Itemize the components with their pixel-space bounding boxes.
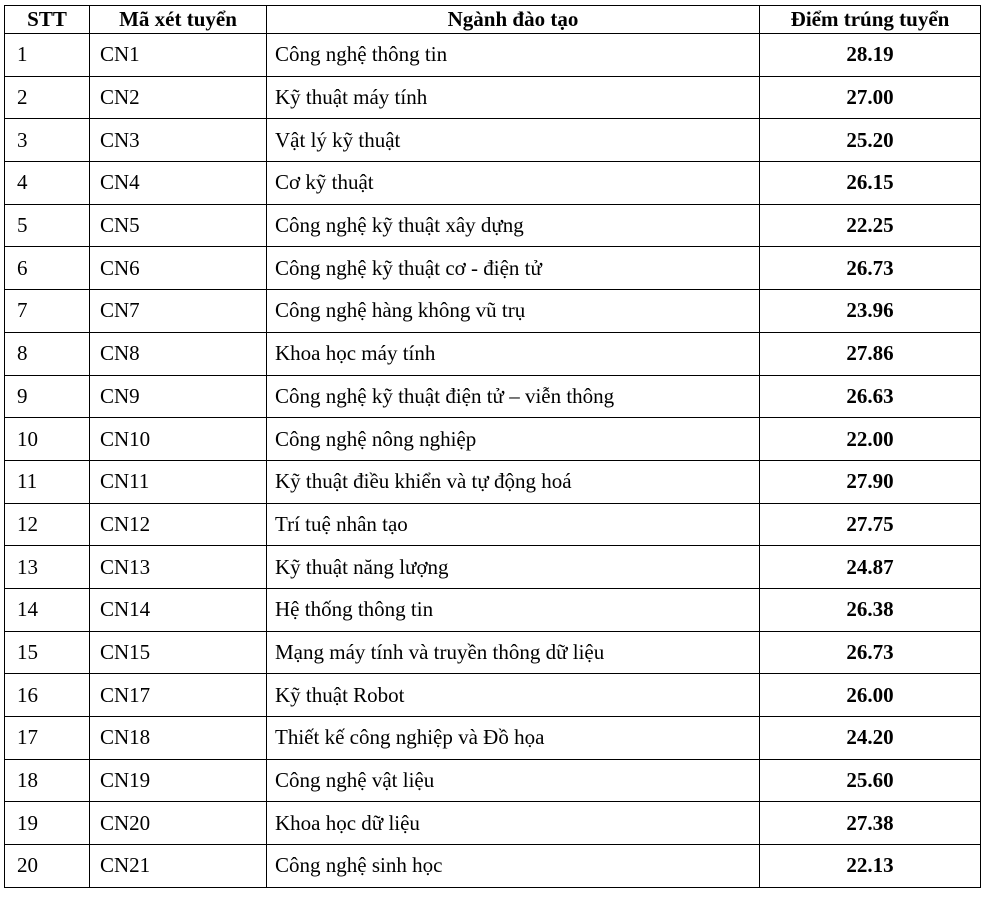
- row-stt-cell: 2: [5, 76, 90, 119]
- row-code-cell: CN8: [90, 332, 267, 375]
- header-stt: STT: [5, 6, 90, 34]
- row-major-cell: Trí tuệ nhân tạo: [267, 503, 760, 546]
- row-code-cell: CN5: [90, 204, 267, 247]
- row-score-cell: 26.38: [760, 588, 981, 631]
- table-row: [5, 375, 981, 418]
- header-code: Mã xét tuyển: [90, 6, 267, 34]
- row-stt-cell: 16: [5, 674, 90, 717]
- table-row: [5, 418, 981, 461]
- row-score-cell: 27.75: [760, 503, 981, 546]
- row-major-cell: Công nghệ kỹ thuật cơ - điện tử: [267, 247, 760, 290]
- row-major-cell: Công nghệ vật liệu: [267, 759, 760, 802]
- row-score-cell: 27.00: [760, 76, 981, 119]
- row-code-cell: CN11: [90, 460, 267, 503]
- row-score-cell: 24.87: [760, 546, 981, 589]
- row-score-cell: 22.00: [760, 418, 981, 461]
- table-row: [5, 34, 981, 77]
- row-code-cell: CN10: [90, 418, 267, 461]
- row-major-cell: Vật lý kỹ thuật: [267, 119, 760, 162]
- row-score-cell: 27.86: [760, 332, 981, 375]
- table-row: [5, 546, 981, 589]
- row-code-cell: CN14: [90, 588, 267, 631]
- row-stt-cell: 11: [5, 460, 90, 503]
- row-stt-cell: 6: [5, 247, 90, 290]
- row-major-cell: Khoa học dữ liệu: [267, 802, 760, 845]
- row-stt-cell: 17: [5, 717, 90, 760]
- table-row: [5, 162, 981, 205]
- table-row: [5, 247, 981, 290]
- row-code-cell: CN6: [90, 247, 267, 290]
- header-row: [5, 6, 981, 34]
- table-body: [5, 34, 981, 888]
- table-row: [5, 845, 981, 888]
- row-stt-cell: 9: [5, 375, 90, 418]
- row-stt-cell: 12: [5, 503, 90, 546]
- table-row: [5, 503, 981, 546]
- row-code-cell: CN4: [90, 162, 267, 205]
- row-code-cell: CN12: [90, 503, 267, 546]
- row-stt-cell: 3: [5, 119, 90, 162]
- row-code-cell: CN17: [90, 674, 267, 717]
- header-score: Điểm trúng tuyển: [760, 6, 981, 34]
- row-stt-cell: 10: [5, 418, 90, 461]
- row-major-cell: Công nghệ nông nghiệp: [267, 418, 760, 461]
- row-stt-cell: 20: [5, 845, 90, 888]
- row-stt-cell: 15: [5, 631, 90, 674]
- row-major-cell: Mạng máy tính và truyền thông dữ liệu: [267, 631, 760, 674]
- row-score-cell: 24.20: [760, 717, 981, 760]
- row-score-cell: 22.13: [760, 845, 981, 888]
- admission-scores-table: [4, 5, 981, 888]
- row-code-cell: CN19: [90, 759, 267, 802]
- row-major-cell: Công nghệ sinh học: [267, 845, 760, 888]
- row-major-cell: Kỹ thuật năng lượng: [267, 546, 760, 589]
- row-score-cell: 26.73: [760, 247, 981, 290]
- row-stt-cell: 13: [5, 546, 90, 589]
- table-row: [5, 76, 981, 119]
- row-code-cell: CN2: [90, 76, 267, 119]
- row-code-cell: CN9: [90, 375, 267, 418]
- row-stt-cell: 7: [5, 290, 90, 333]
- row-major-cell: Công nghệ kỹ thuật điện tử – viễn thông: [267, 375, 760, 418]
- row-stt-cell: 14: [5, 588, 90, 631]
- row-score-cell: 26.00: [760, 674, 981, 717]
- row-major-cell: Công nghệ hàng không vũ trụ: [267, 290, 760, 333]
- row-major-cell: Kỹ thuật điều khiển và tự động hoá: [267, 460, 760, 503]
- row-code-cell: CN7: [90, 290, 267, 333]
- table-row: [5, 290, 981, 333]
- row-code-cell: CN20: [90, 802, 267, 845]
- row-stt-cell: 5: [5, 204, 90, 247]
- row-score-cell: 28.19: [760, 34, 981, 77]
- row-score-cell: 25.20: [760, 119, 981, 162]
- row-score-cell: 27.38: [760, 802, 981, 845]
- table-row: [5, 204, 981, 247]
- row-major-cell: Công nghệ kỹ thuật xây dựng: [267, 204, 760, 247]
- table-row: [5, 119, 981, 162]
- row-code-cell: CN13: [90, 546, 267, 589]
- row-major-cell: Kỹ thuật máy tính: [267, 76, 760, 119]
- row-code-cell: CN3: [90, 119, 267, 162]
- row-score-cell: 23.96: [760, 290, 981, 333]
- table-row: [5, 460, 981, 503]
- row-major-cell: Thiết kế công nghiệp và Đồ họa: [267, 717, 760, 760]
- row-score-cell: 27.90: [760, 460, 981, 503]
- header-major: Ngành đào tạo: [267, 6, 760, 34]
- row-stt-cell: 18: [5, 759, 90, 802]
- table-row: [5, 588, 981, 631]
- table-row: [5, 802, 981, 845]
- row-score-cell: 26.63: [760, 375, 981, 418]
- row-major-cell: Cơ kỹ thuật: [267, 162, 760, 205]
- table-header: [5, 6, 981, 34]
- row-stt-cell: 19: [5, 802, 90, 845]
- row-major-cell: Công nghệ thông tin: [267, 34, 760, 77]
- row-code-cell: CN15: [90, 631, 267, 674]
- table-row: [5, 631, 981, 674]
- row-score-cell: 22.25: [760, 204, 981, 247]
- table-row: [5, 759, 981, 802]
- row-stt-cell: 4: [5, 162, 90, 205]
- row-major-cell: Khoa học máy tính: [267, 332, 760, 375]
- row-score-cell: 25.60: [760, 759, 981, 802]
- row-stt-cell: 8: [5, 332, 90, 375]
- table-row: [5, 332, 981, 375]
- table-row: [5, 717, 981, 760]
- table-row: [5, 674, 981, 717]
- row-score-cell: 26.15: [760, 162, 981, 205]
- row-score-cell: 26.73: [760, 631, 981, 674]
- row-major-cell: Hệ thống thông tin: [267, 588, 760, 631]
- row-stt-cell: 1: [5, 34, 90, 77]
- row-code-cell: CN18: [90, 717, 267, 760]
- row-code-cell: CN1: [90, 34, 267, 77]
- row-code-cell: CN21: [90, 845, 267, 888]
- row-major-cell: Kỹ thuật Robot: [267, 674, 760, 717]
